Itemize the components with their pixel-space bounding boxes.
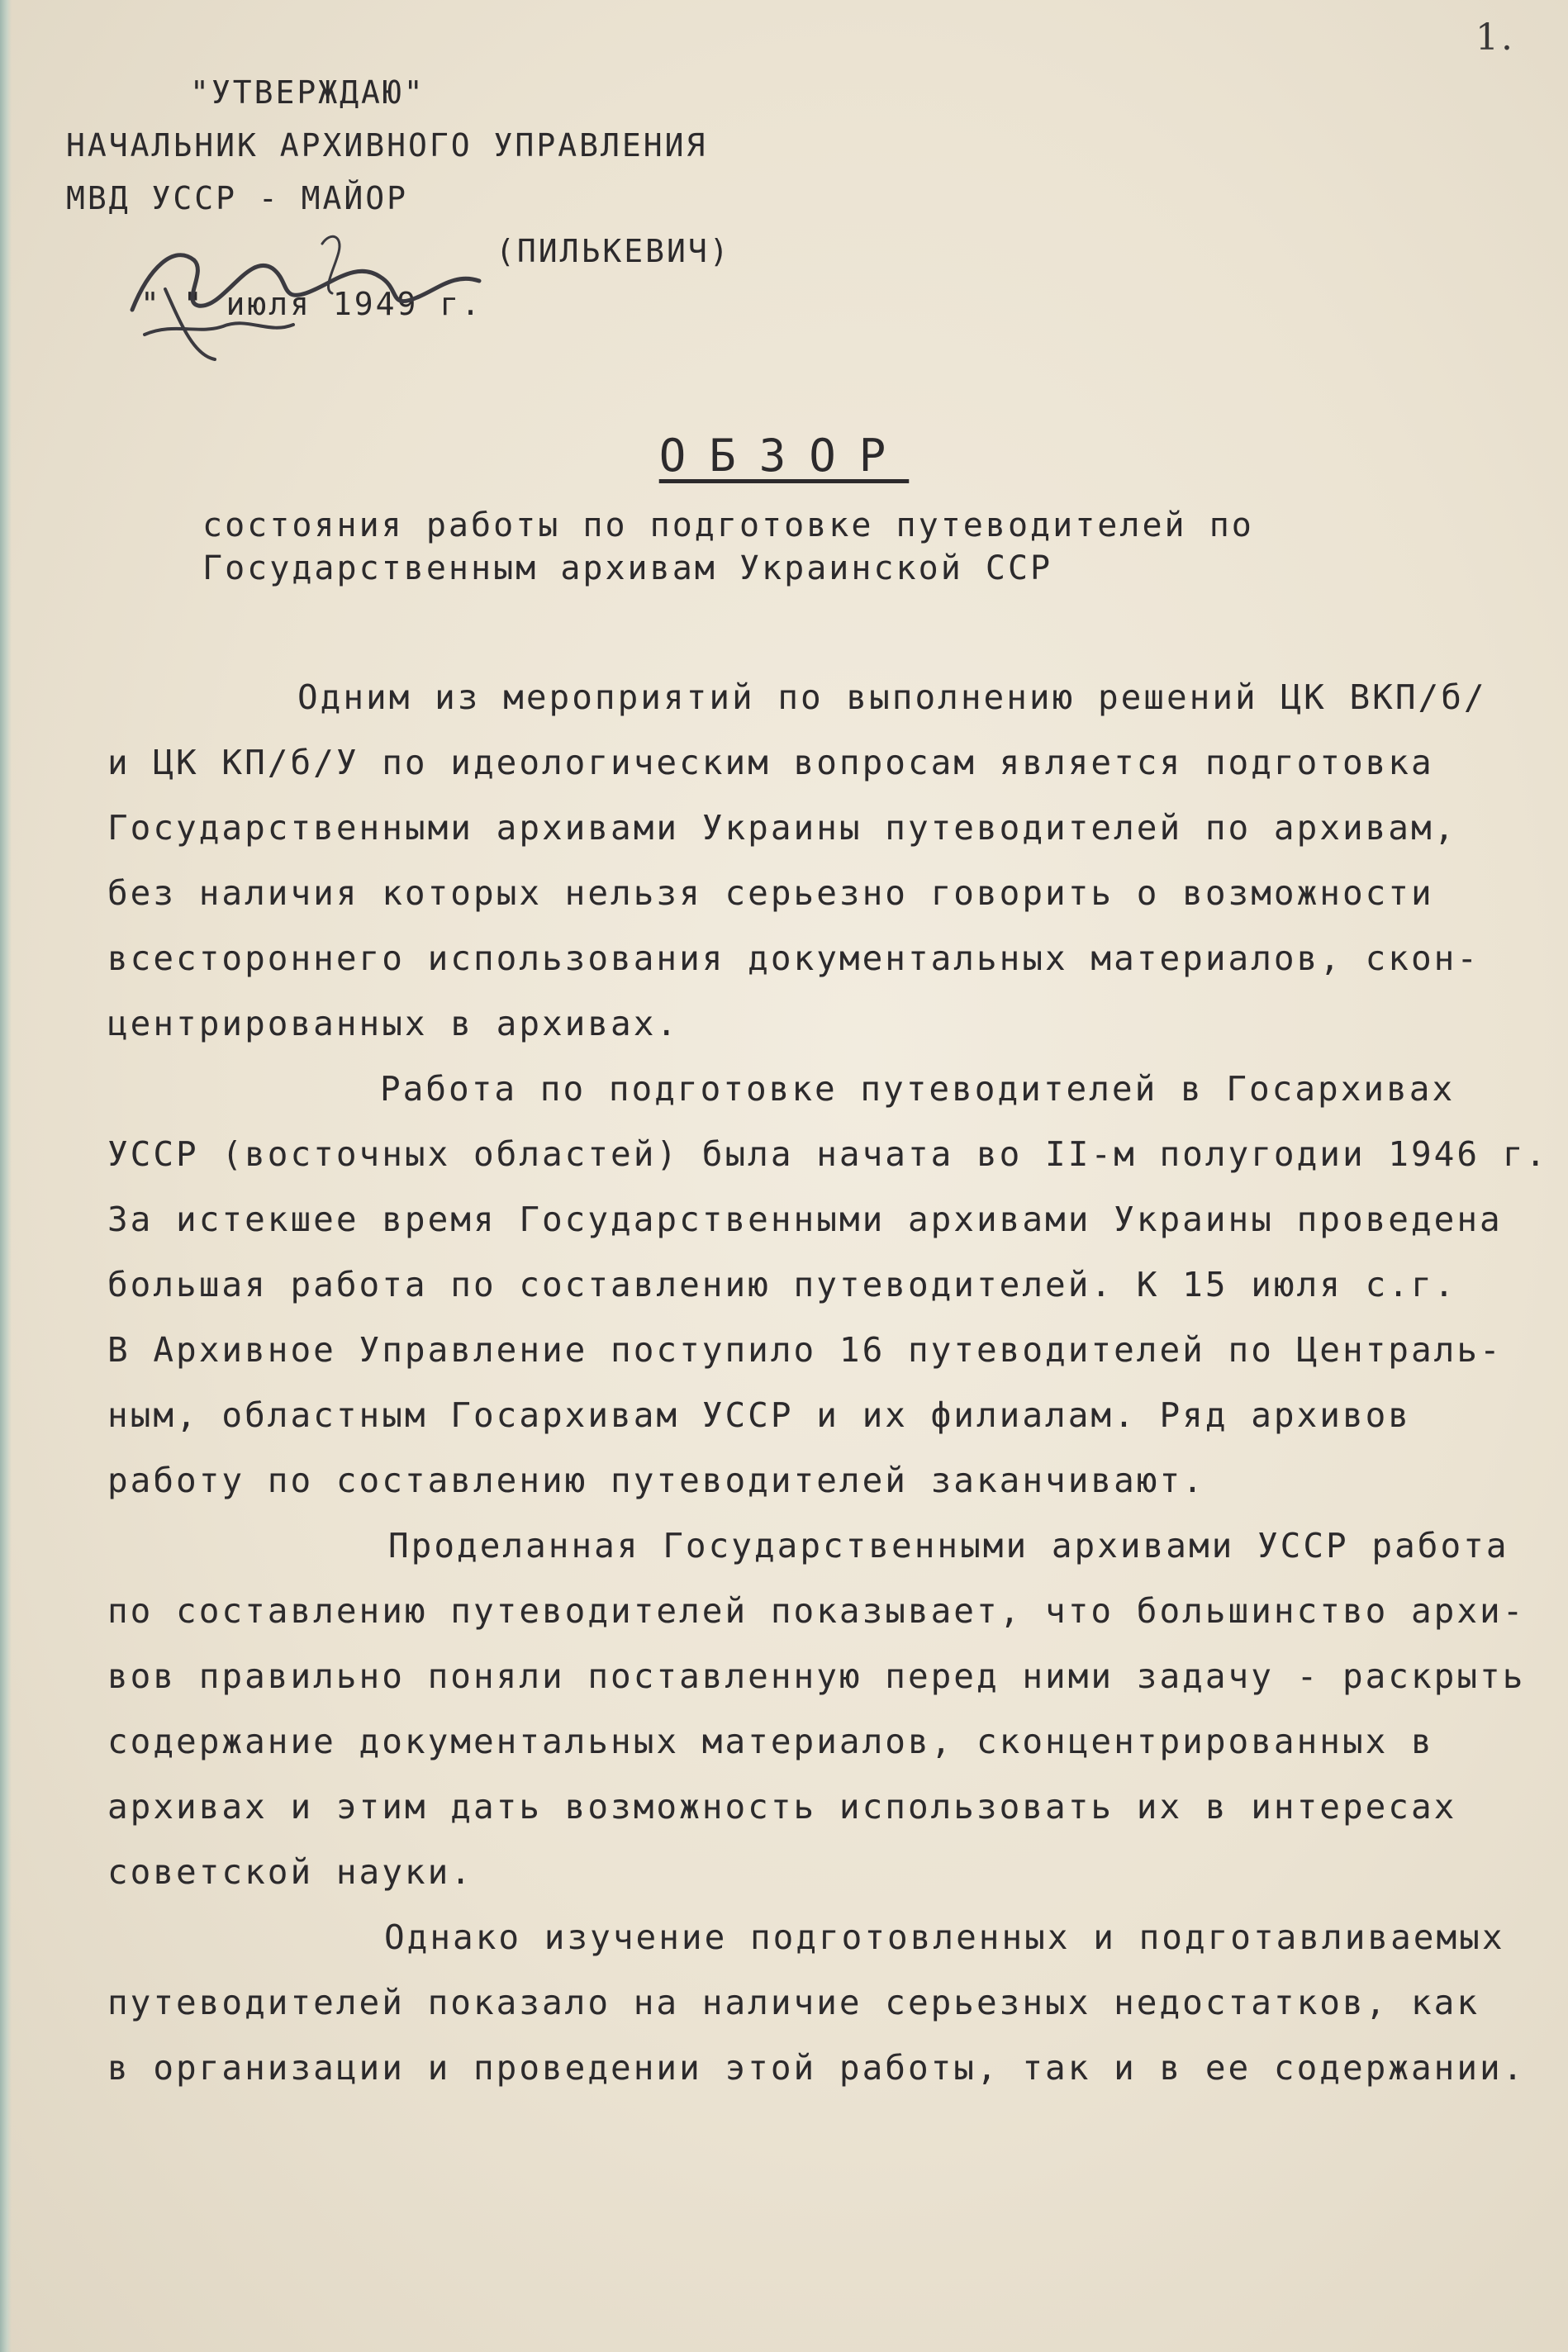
text-line: по составлению путеводителей показывает, что большинство архи-: [107, 1591, 1526, 1631]
text-line: УССР (восточных областей) была начата во II-м полугодии 1946 г.: [107, 1134, 1549, 1174]
position-line-2: МВД УССР - МАЙОР: [66, 180, 409, 216]
subtitle-line-1: состояния работы по подготовке путеводителей по: [202, 506, 1254, 544]
document-subtitle: [202, 504, 1442, 590]
text-line: Работа по подготовке путеводителей в Госархивах: [380, 1069, 1456, 1109]
text-line: Одним из мероприятий по выполнению решений ЦК ВКП/б/: [297, 677, 1487, 717]
text-line: В Архивное Управление поступило 16 путеводителей по Централь-: [107, 1330, 1503, 1370]
text-line: За истекшее время Государственными архивами Украины проведена: [107, 1200, 1503, 1239]
text-line: без наличия которых нельзя серьезно говорить о возможности: [107, 873, 1434, 913]
approve-heading: "УТВЕРЖДАЮ": [190, 74, 425, 111]
page-edge: [0, 0, 12, 2352]
handwritten-signature: [116, 211, 496, 368]
page-number: 1.: [1475, 17, 1515, 59]
text-line: в организации и проведении этой работы, так и в ее содержании.: [107, 2048, 1526, 2088]
approval-date: " " июля 1949 г.: [140, 286, 483, 322]
position-line-1: НАЧАЛЬНИК АРХИВНОГО УПРАВЛЕНИЯ: [66, 127, 708, 164]
text-line: советской науки.: [107, 1852, 473, 1892]
text-line: центрированных в архивах.: [107, 1004, 680, 1043]
text-line: Государственными архивами Украины путеводителей по архивам,: [107, 808, 1457, 848]
signatory-name: (ПИЛЬКЕВИЧ): [496, 233, 731, 269]
text-line: вов правильно поняли поставленную перед ними задачу - раскрыть: [107, 1656, 1526, 1696]
text-line: и ЦК КП/б/У по идеологическим вопросам является подготовка: [107, 743, 1434, 782]
text-line: содержание документальных материалов, сконцентрированных в: [107, 1722, 1434, 1761]
text-line: Однако изучение подготовленных и подготавливаемых: [384, 1917, 1505, 1957]
text-line: большая работа по составлению путеводителей. К 15 июля с.г.: [107, 1265, 1457, 1304]
text-line: Проделанная Государственными архивами УССР работа: [388, 1526, 1509, 1566]
document-title: ОБЗОР: [658, 430, 910, 482]
document-body: [107, 665, 1549, 2101]
text-line: всестороннего использования документальных материалов, скон-: [107, 938, 1480, 978]
subtitle-line-2: Государственным архивам Украинской ССР: [202, 549, 1053, 587]
text-line: работу по составлению путеводителей заканчивают.: [107, 1461, 1205, 1500]
text-line: ным, областным Госархивам УССР и их филиалам. Ряд архивов: [107, 1395, 1411, 1435]
text-line: архивах и этим дать возможность использовать их в интересах: [107, 1787, 1457, 1827]
text-line: путеводителей показало на наличие серьезных недостатков, как: [107, 1983, 1480, 2022]
